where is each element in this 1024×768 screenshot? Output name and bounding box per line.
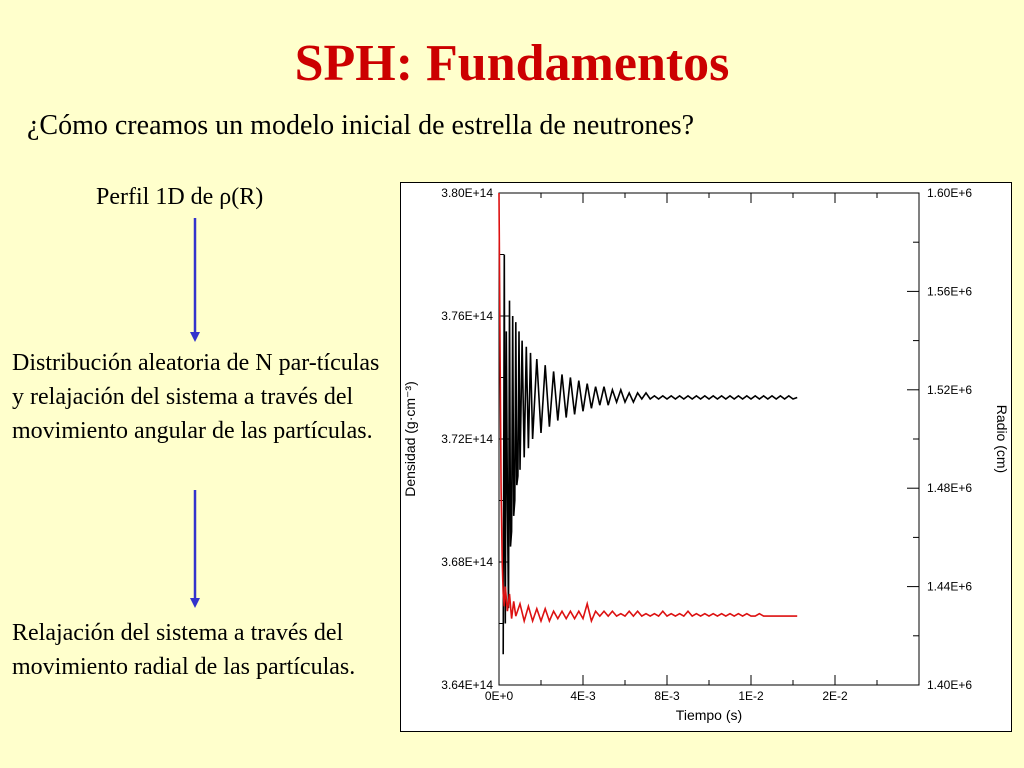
y2-axis-label: Radio (cm) (994, 404, 1010, 474)
arrow-down-2 (186, 488, 206, 610)
step-3-text: Relajación del sistema a través del movimiento radial de las partículas. (12, 620, 356, 680)
y2-tick-label: 1.56E+6 (927, 284, 973, 299)
y-tick-label: 3.80E+14 (441, 186, 493, 200)
step-1-text: Perfil 1D de ρ(R) (96, 184, 264, 210)
slide-subtitle: ¿Cómo creamos un modelo inicial de estrella de neutrones? (27, 110, 695, 141)
y2-tick-label: 1.60E+6 (927, 186, 973, 200)
arrow-down-1 (186, 216, 206, 344)
chart-svg (401, 183, 1013, 733)
y2-tick-label: 1.52E+6 (927, 382, 973, 397)
y-tick-label: 3.68E+14 (441, 555, 493, 569)
x-tick-label: 1E-2 (738, 689, 764, 703)
density-radius-chart (400, 182, 1012, 732)
x-axis-label: Tiempo (s) (675, 707, 743, 723)
y-tick-label: 3.64E+14 (441, 678, 493, 692)
y2-tick-label: 1.40E+6 (927, 678, 973, 692)
x-tick-label: 4E-3 (570, 689, 596, 703)
slide-title: SPH: Fundamentos (294, 35, 730, 92)
density-series-line (503, 255, 797, 655)
y2-tick-label: 1.48E+6 (927, 481, 973, 496)
y-axis-label: Densidad (g·cm⁻³) (402, 381, 418, 497)
x-tick-label: 8E-3 (654, 689, 680, 703)
y-tick-label: 3.76E+14 (441, 309, 493, 323)
step-2-text: Distribución aleatoria de N par-tículas y relajación del sistema a través del movimiento angular de las partículas. (12, 350, 380, 444)
y2-tick-label: 1.44E+6 (927, 579, 973, 594)
radius-series-line (499, 193, 797, 621)
x-tick-label: 0E+0 (484, 689, 514, 703)
x-tick-label: 2E-2 (822, 689, 848, 703)
y-tick-label: 3.72E+14 (441, 432, 493, 446)
